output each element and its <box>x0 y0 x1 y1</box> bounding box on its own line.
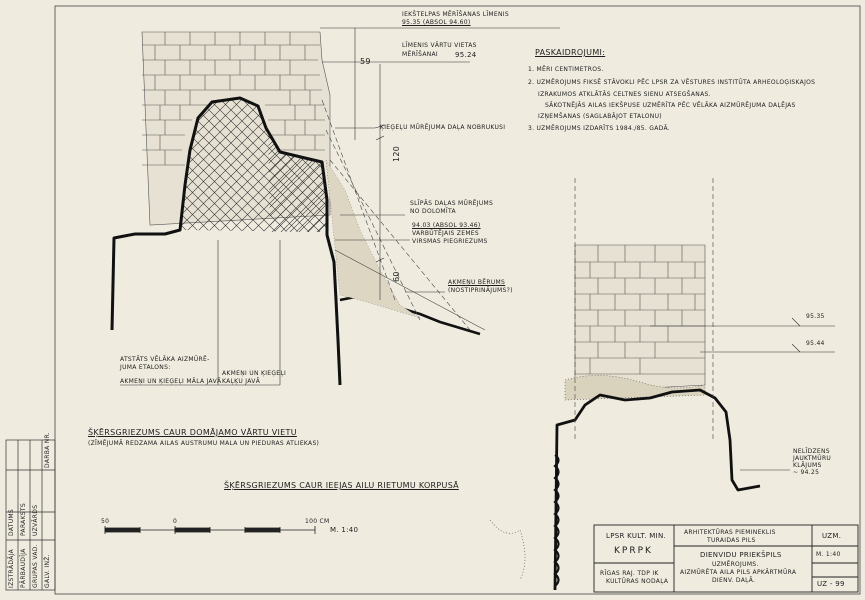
stamp-row-2: PĀRBAUDĪJA <box>20 548 27 588</box>
note-ground-1: 94.03 (ABSOL 93.46) <box>412 222 481 229</box>
section1-subtitle: (ZĪMĒJUMĀ REDZAMA AILAS AUSTRUMU MALA UN PIEDURAS ATLIEKAS) <box>88 440 320 447</box>
note-standard-5: KAĻĶU JAVĀ <box>222 378 261 385</box>
sheet-number: UZ - 99 <box>817 580 845 588</box>
sheet-subtitle-1: UZMĒROJUMS. <box>712 561 759 568</box>
monument-name: TURAIDAS PILS <box>707 537 756 544</box>
level-top-value: 95.35 (ABSOL 94.60) <box>402 19 471 26</box>
sheet-subtitle-2: AIZMŪRĒTA AILA PILS APKĀRTMŪRA <box>680 569 797 576</box>
level-top-label: IEKŠTELPAS MĒRĪŠANAS LĪMENIS <box>402 11 509 18</box>
section1-title: ŠĶĒRSGRIEZUMS CAUR DOMĀJAMO VĀRTU VIETU <box>88 428 297 437</box>
right-profile-line <box>555 390 760 590</box>
level-gate-label1: LĪMENIS VĀRTU VIETAS <box>402 42 477 49</box>
title-block-scale: M. 1:40 <box>816 551 841 558</box>
monument-type: ARHITEKTŪRAS PIEMINEKLIS <box>684 529 776 536</box>
sheet-subtitle-3: DIENV. DAĻĀ. <box>712 577 756 584</box>
stamp-row-3: GRUPAS VAD. <box>32 544 39 588</box>
right-level-1: 95.35 <box>806 313 825 320</box>
stamp-col-1: DATUMS <box>8 509 15 536</box>
scale-label-100: 100 CM <box>305 518 330 525</box>
explanation-2b: IZRAKUMOS ATKLĀTĀS CELTNES SIENU ATSEGŠANAS. <box>538 91 711 98</box>
stamp-col-3: UZVĀRDS <box>32 504 39 536</box>
level-gate-value: 95.24 <box>455 51 477 59</box>
note-standard-1: ATSTĀTS VĒLĀKA AIZMŪRĒ- <box>120 356 210 363</box>
note-stone-2: (NOSTIPRINĀJUMS?) <box>448 287 513 294</box>
note-standard-2: JUMA ETALONS: <box>120 364 171 371</box>
right-section-brickwork <box>565 245 705 400</box>
explanation-2c: SĀKOTNĒJĀS AILAS IEKŠPUSE UZMĒRĪTA PĒC VĒLĀKA AIZMŪRĒJUMA DAĻĒJAS <box>545 102 796 109</box>
dimension-59: 59 <box>360 57 371 66</box>
note-ground-2: VARBŪTĒJAIS ZEMES <box>412 230 479 237</box>
section2-title: ŠĶĒRSGRIEZUMS CAUR IEEJAS AILU RIETUMU KORPUSĀ <box>224 481 459 490</box>
org-ministry: LPSR KULT. MIN. <box>606 532 667 540</box>
right-note-1: NELĪDZENS <box>793 448 830 455</box>
code-label: UZM. <box>822 532 842 540</box>
note-standard-4: AKMEŅI UN ĶIEĢEĻI <box>222 370 287 377</box>
stamp-row-1: IZSTRĀDĀJA <box>8 548 15 588</box>
explanation-2a: 2. UZMĒROJUMS FIKSĒ STĀVOKLI PĒC LPSR ZA VĒSTURES INSTITŪTA ARHEOLOĢISKAJOS <box>528 79 816 86</box>
explanations-title: PASKAIDROJUMI: <box>535 48 606 57</box>
explanation-3: 3. UZMĒROJUMS IZDARĪTS 1984./85. GADĀ. <box>528 125 670 132</box>
note-stone-1: AKMEŅU BĒRUMS <box>448 279 506 286</box>
right-note-3: KLĀJUMS <box>793 462 822 469</box>
note-slope-1: SLĪPĀS DAĻAS MŪRĒJUMS <box>410 200 494 207</box>
explanation-1: 1. MĒRI CENTIMETROS. <box>528 66 604 73</box>
note-brick-collapsed: ĶIEĢEĻU MŪRĒJUMA DAĻA NOBRUKUSI <box>380 124 506 131</box>
scale-label-50: 50 <box>101 518 110 525</box>
scale-label-0: 0 <box>173 518 178 525</box>
stamp-col-4: DARBA NR. <box>44 432 51 468</box>
explanation-2d: IZŅEMŠANAS (SAGLABĀJOT ETALONU) <box>538 113 662 120</box>
level-gate-label2: MĒRĪŠANAI <box>402 51 438 58</box>
right-note-4: ~ 94.25 <box>793 469 820 476</box>
right-level-2: 95.44 <box>806 340 825 347</box>
scale-bar-line <box>105 526 315 534</box>
sheet-title: DIENVIDU PRIEKŠPILS <box>700 551 782 559</box>
note-slope-2: NO DOLOMĪTA <box>410 208 456 215</box>
scale-bar-ratio: M. 1:40 <box>330 526 359 534</box>
stamp-row-4: GALV. INŽ. <box>44 554 51 588</box>
dimension-60: 60 <box>392 271 401 282</box>
org-kprpk: KPRPK <box>614 546 653 556</box>
note-ground-3: VIRSMAS PIEGRIEZUMS <box>412 238 488 245</box>
org-district: RĪGAS RAJ. TDP IK <box>600 570 659 577</box>
dimension-120: 120 <box>392 145 401 162</box>
right-note-2: JAUKTMŪRU <box>793 455 832 462</box>
note-standard-3: AKMEŅI UN ĶIEĢEĻI MĀLA JAVĀ <box>120 378 222 385</box>
stamp-col-2: PARAKSTS <box>20 503 27 536</box>
org-culture: KULTŪRAS NODAĻA <box>606 578 669 585</box>
